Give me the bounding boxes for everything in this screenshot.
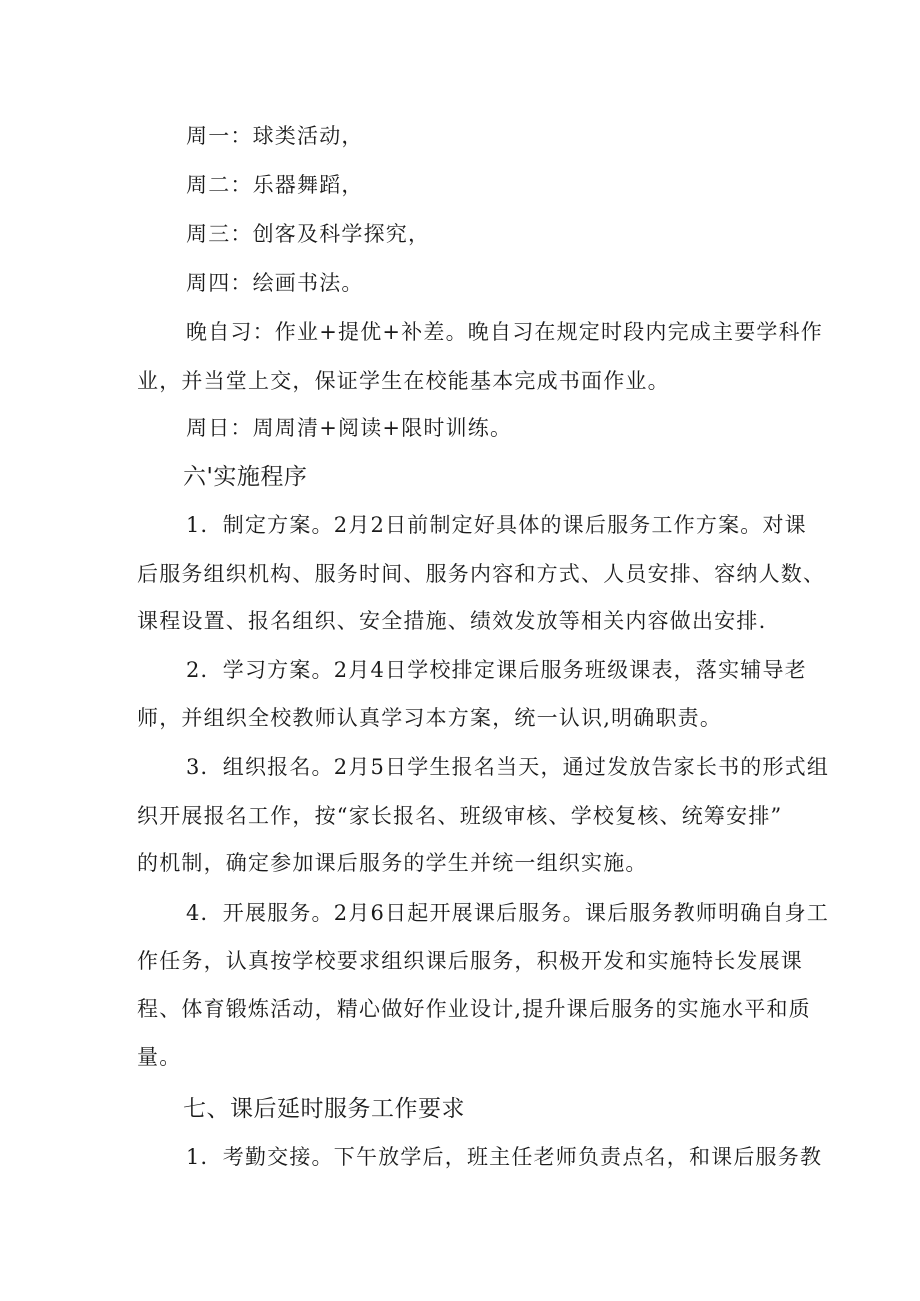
- weekday-thursday: 周四：绘画书法。: [186, 271, 364, 295]
- s6-item1-line-3: 课程设置、报名组织、安全措施、绩效发放等相关内容做出安排.: [137, 609, 767, 633]
- evening-study-line-2: 业，并当堂上交，保证学生在校能基本完成书面作业。: [137, 369, 670, 393]
- s7-item1-line-1: 1．考勤交接。下午放学后，班主任老师负责点名，和课后服务教: [186, 1145, 823, 1169]
- s6-item1-line-2: 后服务组织机构、服务时间、服务内容和方式、人员安排、容纳人数、: [137, 562, 826, 586]
- s6-item4-line-3: 程、体育锻炼活动，精心做好作业设计,提升课后服务的实施水平和质: [137, 997, 811, 1021]
- weekday-tuesday: 周二：乐器舞蹈，: [186, 173, 364, 197]
- s6-item2-line-1: 2．学习方案。2月4日学校排定课后服务班级课表，落实辅导老: [186, 658, 807, 682]
- s6-item4-line-1: 4．开展服务。2月6日起开展课后服务。课后服务教师明确自身工: [186, 901, 830, 925]
- s6-item3-line-2: 织开展报名工作，按“家长报名、班级审核、学校复核、统筹安排”: [137, 804, 783, 828]
- weekday-monday: 周一：球类活动，: [186, 124, 364, 148]
- weekday-wednesday: 周三：创客及科学探究，: [186, 222, 431, 246]
- s6-item1-line-1: 1．制定方案。2月2日前制定好具体的课后服务工作方案。对课: [186, 513, 807, 537]
- s6-item2-line-2: 师，并组织全校教师认真学习本方案，统一认识,明确职责。: [137, 706, 723, 730]
- s6-item3-line-3: 的机制，确定参加课后服务的学生并统一组织实施。: [137, 851, 648, 875]
- sunday-line: 周日：周周清+阅读+限时训练。: [186, 416, 513, 440]
- section-6-heading: 六'实施程序: [183, 464, 308, 490]
- section-7-heading: 七、课后延时服务工作要求: [183, 1096, 465, 1122]
- s6-item4-line-4: 量。: [137, 1045, 182, 1069]
- evening-study-line-1: 晚自习：作业+提优+补差。晚自习在规定时段内完成主要学科作: [186, 320, 823, 344]
- s6-item3-line-1: 3．组织报名。2月5日学生报名当天，通过发放告家长书的形式组: [186, 755, 830, 779]
- s6-item4-line-2: 作任务，认真按学校要求组织课后服务，积极开发和实施特长发展课: [137, 949, 803, 973]
